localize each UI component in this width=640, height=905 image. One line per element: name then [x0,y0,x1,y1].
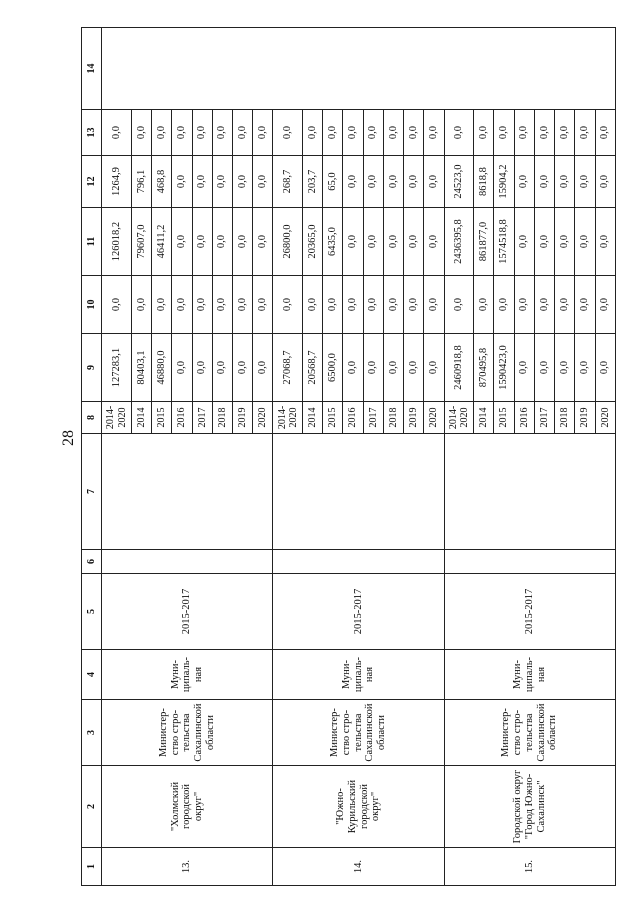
local-amount: 796,1 [131,156,151,208]
year-cell: 2017 [192,402,212,434]
local-amount: 0,0 [383,156,403,208]
regional-amount: 861877,0 [474,208,494,276]
year-cell: 2015 [494,402,514,434]
total-amount: 127283,1 [102,334,132,402]
table-body [82,28,616,886]
total-amount: 27068,7 [273,334,303,402]
other-amount: 0,0 [152,110,172,156]
year-cell: 2020 [595,402,615,434]
year-cell: 2014 [131,402,151,434]
regional-amount: 2436395,8 [444,208,474,276]
other-amount: 0,0 [212,110,232,156]
federal-amount: 0,0 [514,276,534,334]
header-col-5: 5 [82,574,102,650]
program-type: Муниципальная [273,650,444,700]
federal-amount: 0,0 [192,276,212,334]
other-amount: 0,0 [232,110,252,156]
total-amount: 0,0 [534,334,554,402]
regional-amount: 1574518,8 [494,208,514,276]
local-amount: 0,0 [363,156,383,208]
year-cell: 2019 [232,402,252,434]
header-col-14: 14 [82,28,102,110]
regional-amount: 0,0 [595,208,615,276]
federal-amount: 0,0 [534,276,554,334]
regional-amount: 0,0 [383,208,403,276]
year-cell: 2014-2020 [444,402,474,434]
regional-amount: 79607,0 [131,208,151,276]
total-amount: 0,0 [212,334,232,402]
regional-amount: 0,0 [575,208,595,276]
header-col-10: 10 [82,276,102,334]
year-cell: 2019 [404,402,424,434]
total-amount: 0,0 [514,334,534,402]
total-amount: 0,0 [595,334,615,402]
total-amount: 0,0 [363,334,383,402]
other-amount: 0,0 [404,110,424,156]
total-amount: 0,0 [343,334,363,402]
regional-amount: 0,0 [253,208,273,276]
year-cell: 2016 [172,402,192,434]
year-cell: 2018 [555,402,575,434]
federal-amount: 0,0 [444,276,474,334]
year-cell: 2014-2020 [273,402,303,434]
empty-col-7 [102,434,273,550]
empty-col-14 [102,28,616,110]
empty-col-6 [102,550,273,574]
federal-amount: 0,0 [474,276,494,334]
row-number: 13. [102,848,273,886]
page-number: 28 [60,430,77,446]
header-col-13: 13 [82,110,102,156]
year-cell: 2020 [424,402,444,434]
header-col-2: 2 [82,766,102,848]
year-cell: 2014 [474,402,494,434]
other-amount: 0,0 [474,110,494,156]
program-type: Муниципальная [444,650,615,700]
regional-amount: 0,0 [172,208,192,276]
header-col-8: 8 [82,402,102,434]
local-amount: 203,7 [303,156,323,208]
federal-amount: 0,0 [494,276,514,334]
other-amount: 0,0 [172,110,192,156]
federal-amount: 0,0 [131,276,151,334]
total-amount: 0,0 [192,334,212,402]
year-cell: 2017 [363,402,383,434]
year-cell: 2015 [323,402,343,434]
total-amount: 20568,7 [303,334,323,402]
header-col-3: 3 [82,700,102,766]
local-amount: 15904,2 [494,156,514,208]
regional-amount: 6435,0 [323,208,343,276]
municipality-name: Городской округ "Город Южно-Сахалинск" [444,766,615,848]
local-amount: 0,0 [575,156,595,208]
header-col-12: 12 [82,156,102,208]
implementation-period: 2015-2017 [102,574,273,650]
local-amount: 0,0 [555,156,575,208]
local-amount: 468,8 [152,156,172,208]
total-amount: 0,0 [555,334,575,402]
other-amount: 0,0 [575,110,595,156]
header-row [82,28,102,886]
other-amount: 0,0 [444,110,474,156]
table-row [273,28,303,886]
other-amount: 0,0 [192,110,212,156]
local-amount: 268,7 [273,156,303,208]
year-cell: 2014-2020 [102,402,132,434]
total-amount: 6500,0 [323,334,343,402]
empty-col-7 [444,434,615,550]
local-amount: 0,0 [253,156,273,208]
federal-amount: 0,0 [595,276,615,334]
local-amount: 0,0 [212,156,232,208]
header-col-4: 4 [82,650,102,700]
header-col-1: 1 [82,848,102,886]
program-type: Муниципальная [102,650,273,700]
implementation-period: 2015-2017 [273,574,444,650]
regional-amount: 0,0 [514,208,534,276]
local-amount: 24523,0 [444,156,474,208]
total-amount: 1590423,0 [494,334,514,402]
municipality-name: "Холмский городской округ" [102,766,273,848]
other-amount: 0,0 [303,110,323,156]
federal-amount: 0,0 [424,276,444,334]
total-amount: 0,0 [404,334,424,402]
year-cell: 2018 [383,402,403,434]
year-cell: 2015 [152,402,172,434]
regional-amount: 0,0 [232,208,252,276]
federal-amount: 0,0 [575,276,595,334]
row-number: 15. [444,848,615,886]
federal-amount: 0,0 [232,276,252,334]
regional-amount: 46411,2 [152,208,172,276]
federal-amount: 0,0 [343,276,363,334]
local-amount: 1264,9 [102,156,132,208]
federal-amount: 0,0 [253,276,273,334]
local-amount: 0,0 [172,156,192,208]
responsible-executor: Министерство стротельства Сахалинской области [273,700,444,766]
total-amount: 46880,0 [152,334,172,402]
header-col-7: 7 [82,434,102,550]
table-row [102,28,132,886]
regional-amount: 0,0 [555,208,575,276]
other-amount: 0,0 [595,110,615,156]
empty-col-7 [273,434,444,550]
other-amount: 0,0 [514,110,534,156]
federal-amount: 0,0 [303,276,323,334]
federal-amount: 0,0 [152,276,172,334]
row-number: 14. [273,848,444,886]
local-amount: 0,0 [514,156,534,208]
other-amount: 0,0 [494,110,514,156]
total-amount: 870495,8 [474,334,494,402]
other-amount: 0,0 [273,110,303,156]
other-amount: 0,0 [555,110,575,156]
regional-amount: 126018,2 [102,208,132,276]
total-amount: 2460918,8 [444,334,474,402]
other-amount: 0,0 [131,110,151,156]
other-amount: 0,0 [253,110,273,156]
regional-amount: 0,0 [534,208,554,276]
total-amount: 80403,1 [131,334,151,402]
other-amount: 0,0 [343,110,363,156]
other-amount: 0,0 [363,110,383,156]
year-cell: 2018 [212,402,232,434]
table-row [444,28,474,886]
year-cell: 2017 [534,402,554,434]
federal-amount: 0,0 [555,276,575,334]
federal-amount: 0,0 [102,276,132,334]
year-cell: 2020 [253,402,273,434]
year-cell: 2014 [303,402,323,434]
regional-amount: 0,0 [424,208,444,276]
header-col-6: 6 [82,550,102,574]
other-amount: 0,0 [424,110,444,156]
local-amount: 0,0 [595,156,615,208]
header-col-9: 9 [82,334,102,402]
municipality-name: "Южно-Курильский городской округ" [273,766,444,848]
federal-amount: 0,0 [273,276,303,334]
federal-amount: 0,0 [404,276,424,334]
total-amount: 0,0 [253,334,273,402]
local-amount: 0,0 [343,156,363,208]
local-amount: 0,0 [424,156,444,208]
other-amount: 0,0 [323,110,343,156]
other-amount: 0,0 [534,110,554,156]
year-cell: 2016 [514,402,534,434]
federal-amount: 0,0 [363,276,383,334]
federal-amount: 0,0 [212,276,232,334]
year-cell: 2016 [343,402,363,434]
total-amount: 0,0 [575,334,595,402]
other-amount: 0,0 [102,110,132,156]
regional-amount: 0,0 [343,208,363,276]
year-cell: 2019 [575,402,595,434]
local-amount: 0,0 [404,156,424,208]
total-amount: 0,0 [172,334,192,402]
federal-amount: 0,0 [323,276,343,334]
regional-amount: 0,0 [212,208,232,276]
total-amount: 0,0 [424,334,444,402]
rotated-table-area [81,28,616,886]
empty-col-6 [444,550,615,574]
total-amount: 0,0 [383,334,403,402]
local-amount: 0,0 [232,156,252,208]
regional-amount: 0,0 [404,208,424,276]
regional-amount: 26800,0 [273,208,303,276]
local-amount: 0,0 [534,156,554,208]
regional-amount: 20365,0 [303,208,323,276]
implementation-period: 2015-2017 [444,574,615,650]
regional-amount: 0,0 [363,208,383,276]
empty-col-6 [273,550,444,574]
other-amount: 0,0 [383,110,403,156]
federal-amount: 0,0 [172,276,192,334]
local-amount: 65,0 [323,156,343,208]
local-amount: 0,0 [192,156,212,208]
table-stage [81,28,616,886]
responsible-executor: Министерство стротельства Сахалинской области [444,700,615,766]
total-amount: 0,0 [232,334,252,402]
federal-amount: 0,0 [383,276,403,334]
responsible-executor: Министерство стротельства Сахалинской области [102,700,273,766]
program-table [81,27,616,886]
local-amount: 8618,8 [474,156,494,208]
header-col-11: 11 [82,208,102,276]
regional-amount: 0,0 [192,208,212,276]
